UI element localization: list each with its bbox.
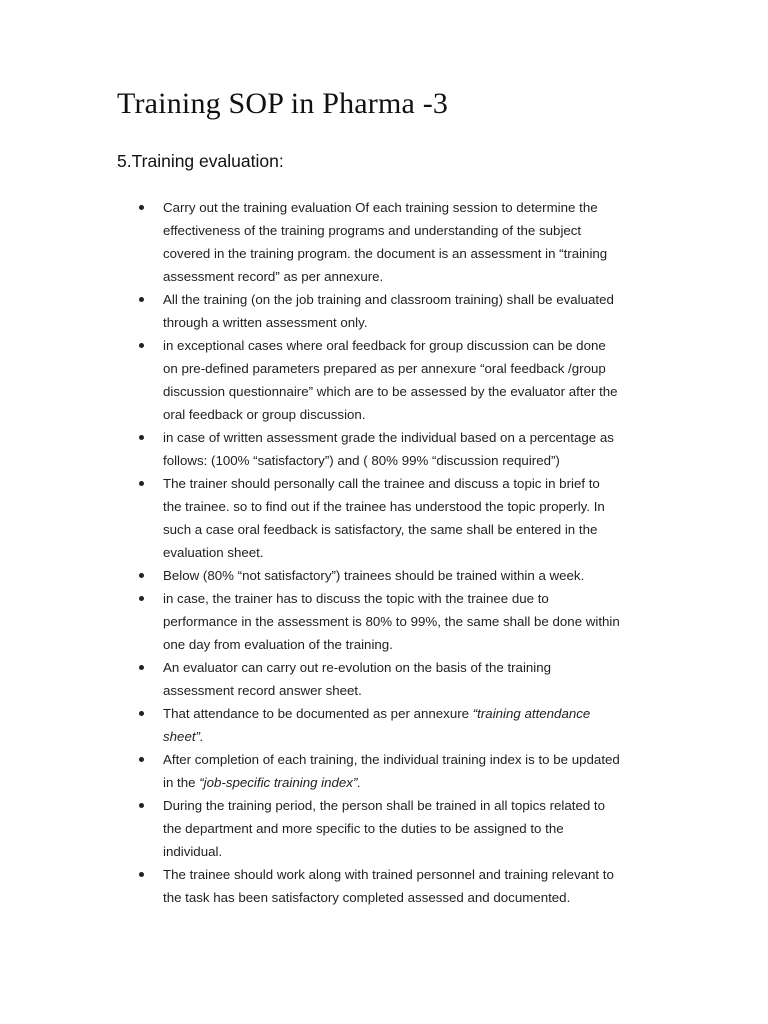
list-item (0, 196, 658, 288)
list-item-line: An evaluator can carry out re-evolution on the basis of the training (163, 660, 552, 675)
list-item-line: Below (80% “not satisfactory”) trainees should be trained within a week. (163, 568, 585, 583)
list-item (0, 288, 658, 334)
list-item-line: in case of written assessment grade the individual based on a percentage as (163, 430, 614, 445)
list-item (0, 656, 658, 702)
list-item-line: covered in the training program. the document is an assessment in “training (163, 246, 608, 261)
list-item-text (163, 587, 658, 656)
list-item-line: During the training period, the person shall be trained in all topics related to (163, 798, 606, 813)
list-item-text (163, 863, 658, 909)
document-title: Training SOP in Pharma -3 (117, 87, 449, 120)
bullet-dot-icon (139, 872, 144, 877)
list-item-line: assessment record answer sheet. (163, 683, 362, 698)
list-item-line: one day from evaluation of the training. (163, 637, 393, 652)
list-item-text (163, 656, 658, 702)
list-item (0, 702, 658, 748)
bullet-dot-icon (139, 205, 144, 210)
list-item-line: on pre-defined parameters prepared as per annexure “oral feedback /group (163, 361, 606, 376)
bullet-dot-icon (139, 665, 144, 670)
list-item-text (163, 196, 658, 288)
annexure-name-continued: sheet”. (163, 729, 204, 744)
list-item (0, 334, 658, 426)
list-item-line: The trainer should personally call the trainee and discuss a topic in brief to (163, 476, 600, 491)
bullet-dot-icon (139, 711, 144, 716)
list-item-line: effectiveness of the training programs and understanding of the subject (163, 223, 582, 238)
evaluation-bullet-list (0, 196, 768, 909)
list-item-line: discussion questionnaire” which are to be assessed by the evaluator after the (163, 384, 618, 399)
list-item-text-prefix: That attendance to be documented as per annexure (163, 706, 473, 721)
section-heading: 5.Training evaluation: (117, 151, 284, 171)
list-item (0, 794, 658, 863)
list-item-text (163, 334, 658, 426)
list-item-line: follows: (100% “satisfactory”) and ( 80% 99% “discussion required”) (163, 453, 560, 468)
list-item (0, 587, 658, 656)
list-item-line: assessment record” as per annexure. (163, 269, 384, 284)
list-item-line: evaluation sheet. (163, 545, 264, 560)
bullet-dot-icon (139, 435, 144, 440)
list-item (0, 472, 658, 564)
bullet-dot-icon (139, 596, 144, 601)
list-item-line: the task has been satisfactory completed assessed and documented. (163, 890, 571, 905)
list-item-line: such a case oral feedback is satisfactory, the same shall be entered in the (163, 522, 598, 537)
bullet-dot-icon (139, 297, 144, 302)
bullet-dot-icon (139, 803, 144, 808)
list-item-text (163, 426, 658, 472)
list-item-line: The trainee should work along with trained personnel and training relevant to (163, 867, 614, 882)
list-item-line: in case, the trainer has to discuss the topic with the trainee due to (163, 591, 549, 606)
bullet-dot-icon (139, 481, 144, 486)
list-item (0, 426, 658, 472)
list-item-line: performance in the assessment is 80% to 99%, the same shall be done within (163, 614, 620, 629)
list-item-line: through a written assessment only. (163, 315, 368, 330)
list-item-text (163, 564, 658, 587)
bullet-dot-icon (139, 757, 144, 762)
list-item-text-prefix: in the (163, 775, 200, 790)
list-item (0, 564, 658, 587)
list-item-text (163, 472, 658, 564)
list-item-line: the department and more specific to the duties to be assigned to the (163, 821, 564, 836)
list-item-text (163, 794, 658, 863)
list-item-line: After completion of each training, the individual training index is to be updated (163, 752, 620, 767)
bullet-dot-icon (139, 343, 144, 348)
bullet-dot-icon (139, 573, 144, 578)
list-item-line: oral feedback or group discussion. (163, 407, 366, 422)
annexure-name: “job-specific training index”. (199, 775, 362, 790)
list-item-text (163, 748, 658, 794)
list-item (0, 863, 658, 909)
list-item-line: All the training (on the job training and classroom training) shall be evaluated (163, 292, 614, 307)
list-item-line: the trainee. so to find out if the trainee has understood the topic properly. In (163, 499, 605, 514)
list-item-text (163, 288, 658, 334)
list-item-line: individual. (163, 844, 223, 859)
list-item-line: Carry out the training evaluation Of each training session to determine the (163, 200, 598, 215)
list-item-line: in exceptional cases where oral feedback for group discussion can be done (163, 338, 606, 353)
list-item-text (163, 702, 658, 748)
list-item (0, 748, 658, 794)
annexure-name: “training attendance (472, 706, 591, 721)
